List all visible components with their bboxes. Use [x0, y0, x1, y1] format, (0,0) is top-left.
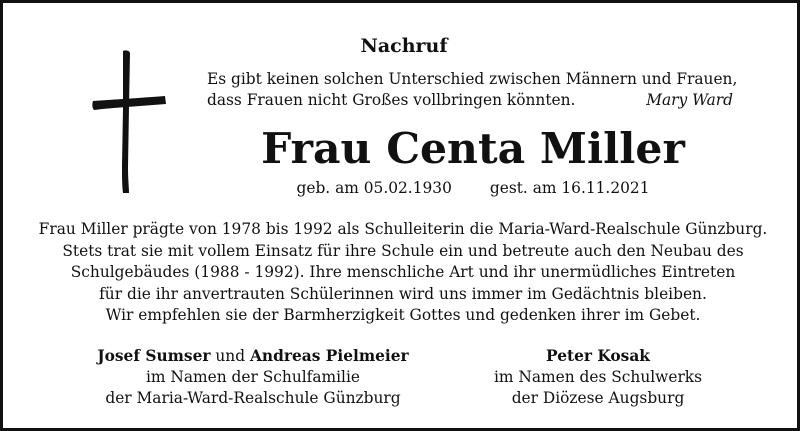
signature-organization: der Diözese Augsburg	[511, 389, 685, 407]
quote-line	[207, 90, 737, 111]
text-line: Schulgebäudes (1988 - 1992). Ihre menschliche Art und ihr unermüdliches Eintreten	[70, 263, 736, 281]
text-line: für die ihr anvertrauten Schülerinnen wird uns immer im Gedächtnis bleiben.	[99, 284, 707, 303]
birth-date: geb. am 05.02.1930	[296, 179, 452, 197]
obituary-heading: Nachruf	[360, 35, 448, 57]
signer-name: Josef Sumser	[97, 347, 211, 365]
signature-organization: der Maria-Ward-Realschule Günzburg	[105, 389, 401, 407]
signature-names	[473, 346, 723, 367]
text-line: Stets trat sie mit vollem Einsatz für ihre Schule ein und betreute auch den Neubau des	[62, 241, 744, 260]
signature-role: im Namen des Schulwerks	[493, 368, 703, 386]
quote-block	[207, 69, 737, 111]
obituary-text	[23, 219, 783, 305]
quote-text: dass Frauen nicht Großes vollbringen könnten.	[207, 91, 576, 109]
signature-names	[83, 346, 423, 367]
signature-left	[83, 346, 423, 409]
prayer-line: Wir empfehlen sie der Barmherzigkeit Gottes und gedenken ihrer im Gebet.	[105, 306, 701, 324]
signer-connector: und	[215, 347, 246, 365]
signer-name: Peter Kosak	[546, 347, 650, 365]
deceased-name: Frau Centa Miller	[261, 124, 685, 174]
death-date: gest. am 16.11.2021	[489, 179, 650, 197]
text-line: Frau Miller prägte von 1978 bis 1992 als Schulleiterin die Maria-Ward-Realschule Günzburg.	[38, 220, 768, 238]
signer-name: Andreas Pielmeier	[249, 347, 409, 365]
signature-right	[473, 346, 723, 409]
signature-role: im Namen der Schulfamilie	[145, 368, 361, 386]
quote-author: Mary Ward	[646, 91, 733, 109]
quote-line: Es gibt keinen solchen Unterschied zwischen Männern und Frauen,	[207, 70, 738, 88]
life-dates	[273, 178, 673, 198]
cross-icon	[89, 47, 169, 197]
